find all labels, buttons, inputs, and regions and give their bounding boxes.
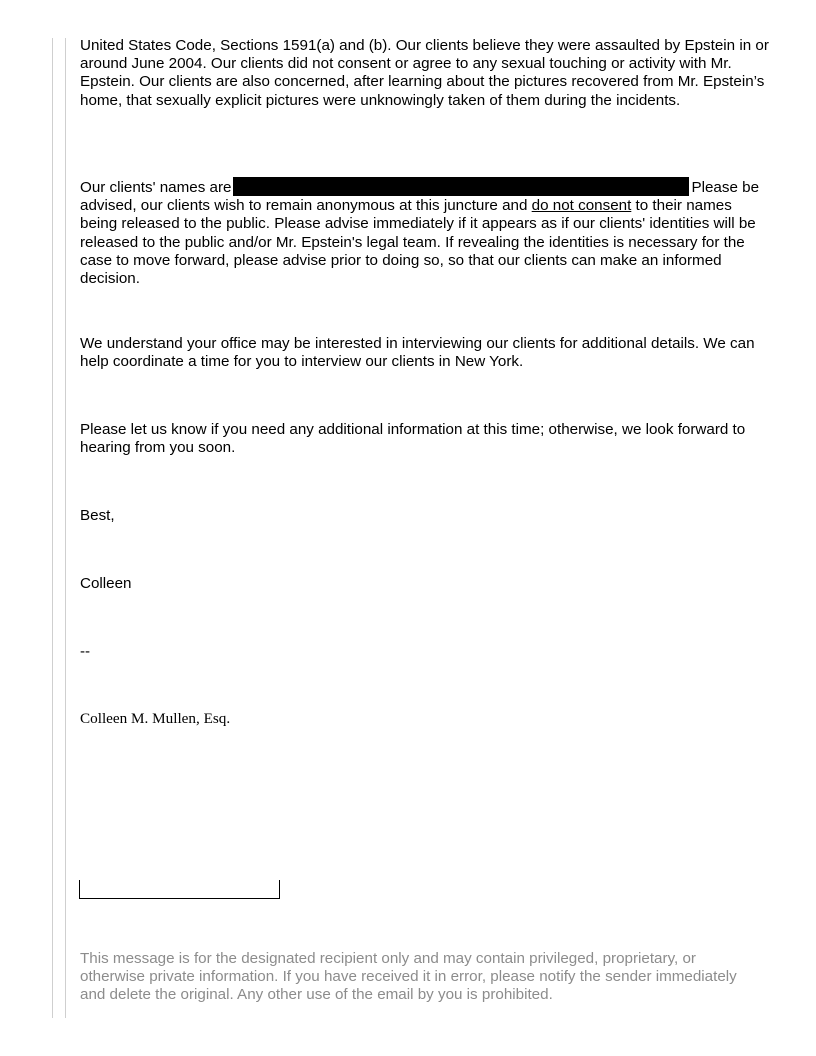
client-names-lead-text: Our clients' names are xyxy=(80,179,232,196)
paragraph-follow-up: Please let us know if you need any additional information at this time; otherwise, we look forward to hearing from you soon. xyxy=(80,421,746,457)
sender-first-name: Colleen xyxy=(80,575,132,592)
do-not-consent-emphasis: do not consent xyxy=(531,197,632,215)
paragraph-interview: We understand your office may be interested in interviewing our clients for additional details. We can help coordinate a time for you to interview our clients in New York. xyxy=(80,335,755,371)
redaction-block xyxy=(233,177,689,196)
anonymity-text-continued: to their names being released to the public. Please advise immediately if it appears as if our clients' identities will be released to the public and/or Mr. Epstein's legal team. If revealing the identities is necessary for the case to move forward, please advise prior to doing so, so that our clients can make an informed decision. xyxy=(80,197,756,288)
closing: Best, xyxy=(80,507,115,524)
signature-name: Colleen M. Mullen, Esq. xyxy=(80,710,231,727)
paragraph-anonymity xyxy=(80,177,770,288)
paragraph-allegations: United States Code, Sections 1591(a) and (b). Our clients believe they were assaulted by Epstein in or around June 2004. Our clients did not consent or agree to any sexual touching or activity with Mr. Epstein. Our clients are also concerned, after learning about the pictures recovered from Mr. Epstein’s home, that sexually explicit pictures were unknowingly taken of them during the incidents. xyxy=(80,37,769,109)
quote-rule-outer xyxy=(52,38,53,1018)
signature-image-frame xyxy=(79,880,280,899)
anonymity-text: Please be advised, our clients wish to remain anonymous at this juncture and xyxy=(80,179,760,215)
confidentiality-disclaimer: This message is for the designated recipient only and may contain privileged, proprietary, or otherwise private information. If you have received it in error, please notify the sender immediately and delete the original. Any other use of the email by you is prohibited. xyxy=(80,950,737,1004)
signature-separator: -- xyxy=(80,643,91,660)
quote-rule-inner xyxy=(65,38,66,1018)
